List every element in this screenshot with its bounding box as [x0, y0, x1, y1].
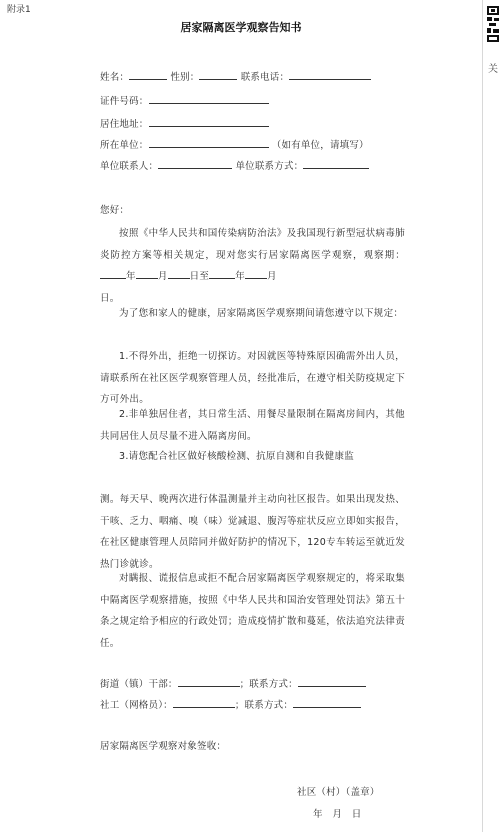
- month-unit: 月: [267, 271, 277, 282]
- contact-field[interactable]: [158, 158, 232, 169]
- address-label: 居住地址：: [100, 119, 149, 130]
- name-field[interactable]: [129, 69, 167, 80]
- gender-field[interactable]: [199, 69, 237, 80]
- employer-label: 所在单位：: [100, 140, 149, 151]
- start-day-field[interactable]: [168, 268, 190, 279]
- sign-receipt-label: 居家隔离医学观察对象签收：: [100, 741, 227, 752]
- address-field[interactable]: [149, 116, 269, 127]
- contact-method-label: 单位联系方式：: [235, 161, 304, 172]
- form-row-id: [100, 93, 269, 108]
- grid-contact-field[interactable]: [293, 697, 361, 708]
- id-label: 证件号码：: [100, 96, 149, 107]
- para-notice: [100, 223, 405, 309]
- name-label: 姓名：: [100, 72, 130, 83]
- contact-label: 单位联系人：: [100, 161, 159, 172]
- street-cadre-field[interactable]: [178, 676, 240, 687]
- id-field[interactable]: [149, 93, 269, 104]
- start-year-field[interactable]: [100, 268, 126, 279]
- street-label: 街道（镇）干部：: [100, 679, 178, 690]
- form-row-contact: [100, 158, 369, 173]
- date-label: 年 月 日: [313, 809, 362, 820]
- side-panel: [486, 0, 500, 832]
- form-row-name: [100, 69, 371, 84]
- para-rules-intro: 为了您和家人的健康，居家隔离医学观察期间请您遵守以下规定：: [119, 308, 404, 319]
- form-row-employer: [100, 137, 369, 152]
- year-unit: 年: [235, 271, 246, 282]
- grid-worker-row: [100, 697, 361, 712]
- start-month-field[interactable]: [136, 268, 158, 279]
- day-to-unit: 日至: [189, 271, 210, 282]
- para-penalty: 对瞒报、谎报信息或拒不配合居家隔离医学观察规定的，将采取集中隔离医学观察措施，按照《中华人民共和国治安管理处罚法》第五十条之规定给予相应的行政处罚；造成疫情扩散和蔓延，依法追究法律责任。: [100, 573, 405, 649]
- side-panel-text: 关: [488, 64, 498, 75]
- greeting: 您好：: [100, 205, 130, 216]
- attachment-label: 附录1: [7, 5, 31, 15]
- gender-label: 性别：: [170, 72, 200, 83]
- contact-sep-label: ；联系方式：: [234, 700, 294, 711]
- rule-1: 1.不得外出，拒绝一切探访。对因就医等特殊原因确需外出人员，请联系所在社区医学观察管理人员，经批准后，在遵守相关防疫规定下方可外出。: [100, 351, 405, 405]
- employer-field[interactable]: [149, 137, 269, 148]
- contact-sep-label: ；联系方式：: [239, 679, 298, 690]
- day-end-unit: 日。: [100, 292, 120, 304]
- rule-3-rest: 测。每天早、晚两次进行体温测量并主动向社区报告。如果出现发热、干咳、乏力、咽痛、嗅（味）觉减退、腹泻等症状反应立即如实报告，在社区健康管理人员陪同并做好防护的情况下，120专车转运至就近发热门诊就诊。: [100, 494, 405, 570]
- month-unit: 月: [157, 271, 168, 282]
- stamp-label: 社区（村）（盖章）: [297, 787, 380, 798]
- street-cadre-row: [100, 676, 366, 691]
- contact-method-field[interactable]: [303, 158, 369, 169]
- para-notice-text: 按照《中华人民共和国传染病防治法》及我国现行新型冠状病毒肺炎防控方案等相关规定，现对您实行居家隔离医学观察，观察期：: [100, 228, 405, 261]
- rule-3-first: 3.请您配合社区做好核酸检测、抗原自测和自我健康监: [119, 451, 355, 462]
- grid-label: 社工（网格员）：: [100, 700, 173, 711]
- street-contact-field[interactable]: [298, 676, 366, 687]
- phone-label: 联系电话：: [240, 72, 290, 83]
- form-row-address: [100, 116, 269, 131]
- end-year-field[interactable]: [209, 268, 235, 279]
- year-unit: 年: [126, 271, 136, 282]
- end-month-field[interactable]: [245, 268, 267, 279]
- qr-code-icon: [487, 6, 499, 42]
- rule-2: 2.非单独居住者，其日常生活、用餐尽量限制在隔离房间内，其他共同居住人员尽量不进入隔离房间。: [100, 409, 405, 442]
- phone-field[interactable]: [289, 69, 371, 80]
- employer-note: （如有单位，请填写）: [271, 140, 369, 151]
- document-title: 居家隔离医学观察告知书: [180, 21, 302, 34]
- grid-worker-field[interactable]: [173, 697, 235, 708]
- page-edge: [482, 0, 483, 832]
